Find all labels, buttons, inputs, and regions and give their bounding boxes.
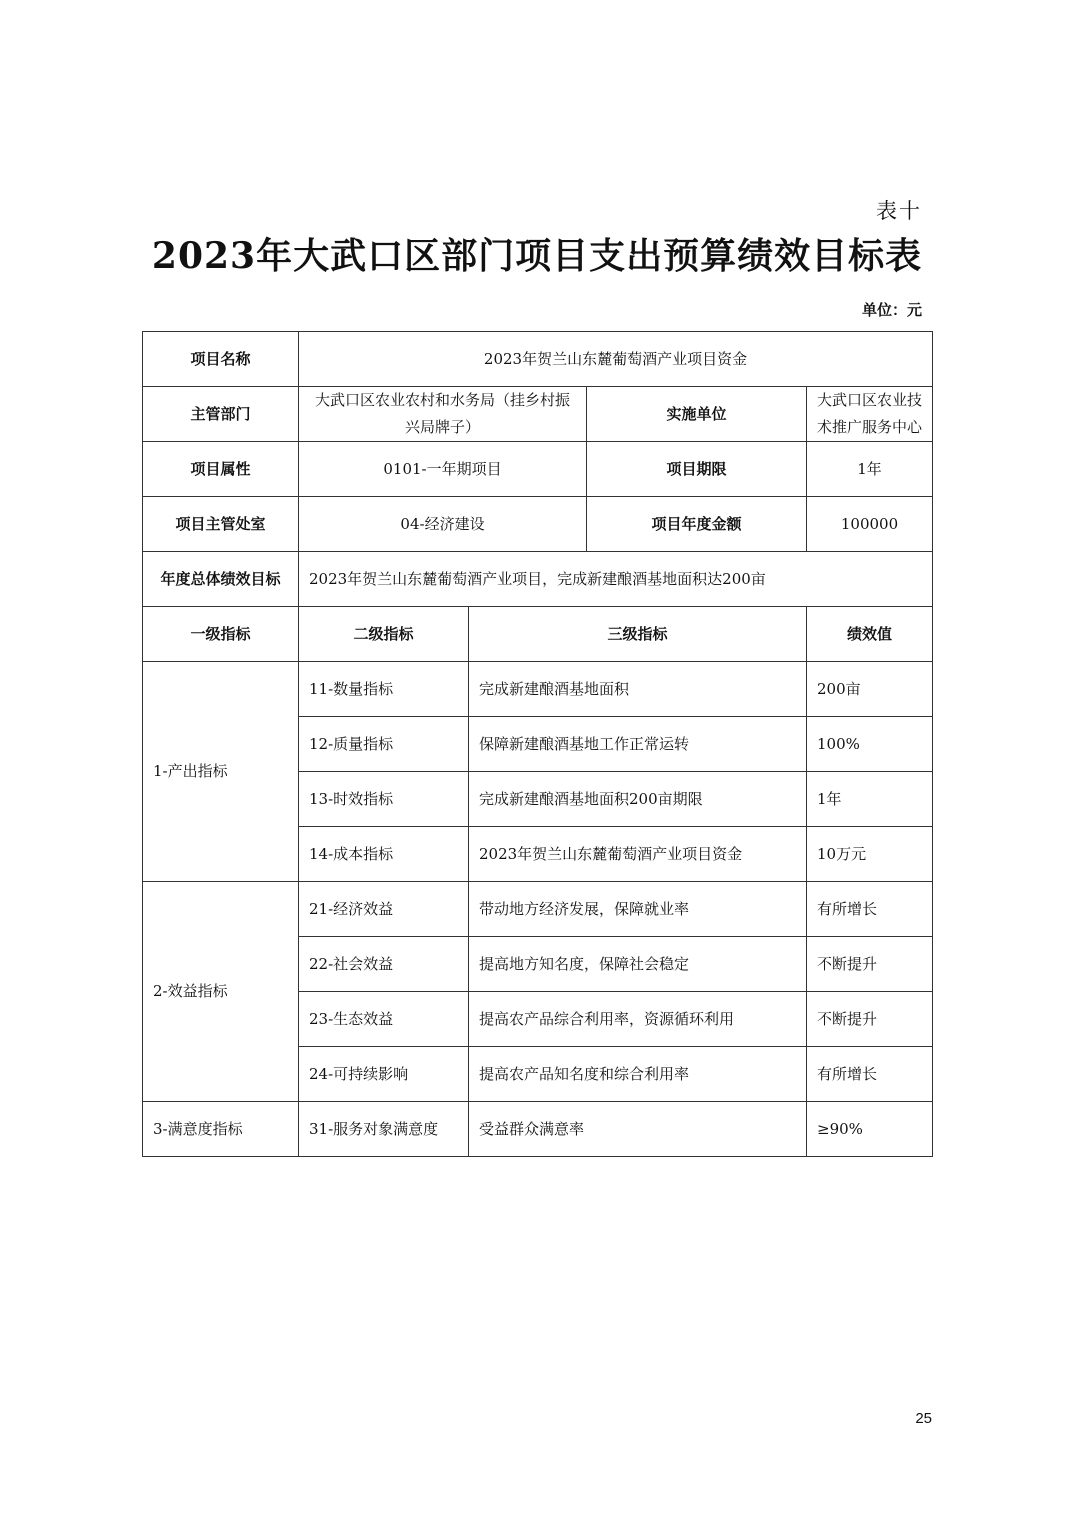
level3-cell: 2023年贺兰山东麓葡萄酒产业项目资金 <box>469 827 807 882</box>
level2-cell: 31-服务对象满意度 <box>299 1102 469 1157</box>
level3-cell: 受益群众满意率 <box>469 1102 807 1157</box>
implementer-label: 实施单位 <box>587 387 807 442</box>
level2-cell: 12-质量指标 <box>299 717 469 772</box>
level3-cell: 保障新建酿酒基地工作正常运转 <box>469 717 807 772</box>
level2-cell: 13-时效指标 <box>299 772 469 827</box>
level2-cell: 23-生态效益 <box>299 992 469 1047</box>
value-cell: 1年 <box>807 772 933 827</box>
department-label: 主管部门 <box>143 387 299 442</box>
table-label: 表十 <box>876 199 922 223</box>
table-row <box>143 332 933 387</box>
table-row <box>143 387 933 442</box>
office-label: 项目主管处室 <box>143 497 299 552</box>
goal-label: 年度总体绩效目标 <box>143 552 299 607</box>
value-cell: 有所增长 <box>807 882 933 937</box>
table-row <box>143 497 933 552</box>
group-satisfaction-name: 3-满意度指标 <box>143 1102 299 1157</box>
table-row <box>143 442 933 497</box>
value-cell: ≥90% <box>807 1102 933 1157</box>
project-name-value: 2023年贺兰山东麓葡萄酒产业项目资金 <box>299 332 933 387</box>
column-header-level3: 三级指标 <box>469 607 807 662</box>
table-row <box>143 552 933 607</box>
page-number: 25 <box>915 1410 932 1427</box>
value-cell: 200亩 <box>807 662 933 717</box>
value-cell: 不断提升 <box>807 992 933 1047</box>
level2-cell: 11-数量指标 <box>299 662 469 717</box>
value-cell: 有所增长 <box>807 1047 933 1102</box>
group-benefit-name: 2-效益指标 <box>143 882 299 1102</box>
level3-cell: 提高农产品综合利用率，资源循环利用 <box>469 992 807 1047</box>
attribute-value: 0101-一年期项目 <box>299 442 587 497</box>
level2-cell: 21-经济效益 <box>299 882 469 937</box>
table-row <box>143 1102 933 1157</box>
period-label: 项目期限 <box>587 442 807 497</box>
value-cell: 不断提升 <box>807 937 933 992</box>
amount-value: 100000 <box>807 497 933 552</box>
amount-label: 项目年度金额 <box>587 497 807 552</box>
implementer-value: 大武口区农业技术推广服务中心 <box>807 387 933 442</box>
table-row <box>143 882 933 937</box>
column-header-value: 绩效值 <box>807 607 933 662</box>
project-name-label: 项目名称 <box>143 332 299 387</box>
office-value: 04-经济建设 <box>299 497 587 552</box>
group-output-name: 1-产出指标 <box>143 662 299 882</box>
value-cell: 10万元 <box>807 827 933 882</box>
level2-cell: 14-成本指标 <box>299 827 469 882</box>
column-header-level2: 二级指标 <box>299 607 469 662</box>
level3-cell: 完成新建酿酒基地面积 <box>469 662 807 717</box>
column-header-row <box>143 607 933 662</box>
table-row <box>143 662 933 717</box>
level3-cell: 带动地方经济发展，保障就业率 <box>469 882 807 937</box>
value-cell: 100% <box>807 717 933 772</box>
level2-cell: 22-社会效益 <box>299 937 469 992</box>
page-title: 2023年大武口区部门项目支出预算绩效目标表 <box>151 235 923 277</box>
level2-cell: 24-可持续影响 <box>299 1047 469 1102</box>
unit-label: 单位：元 <box>861 301 922 319</box>
level3-cell: 提高地方知名度，保障社会稳定 <box>469 937 807 992</box>
level3-cell: 完成新建酿酒基地面积200亩期限 <box>469 772 807 827</box>
department-value: 大武口区农业农村和水务局（挂乡村振兴局牌子） <box>299 387 587 442</box>
goal-value: 2023年贺兰山东麓葡萄酒产业项目，完成新建酿酒基地面积达200亩 <box>299 552 933 607</box>
performance-table <box>142 331 933 1157</box>
period-value: 1年 <box>807 442 933 497</box>
level3-cell: 提高农产品知名度和综合利用率 <box>469 1047 807 1102</box>
attribute-label: 项目属性 <box>143 442 299 497</box>
column-header-level1: 一级指标 <box>143 607 299 662</box>
